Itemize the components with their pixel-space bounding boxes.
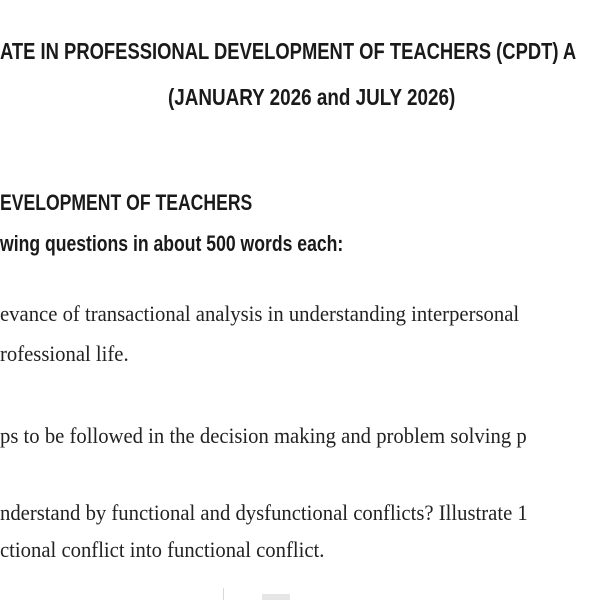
section-heading: EVELOPMENT OF TEACHERS (0, 190, 253, 215)
section-instructions: wing questions in about 500 words each: (0, 231, 344, 256)
question-line: nderstand by functional and dysfunctional conflicts? Illustrate 1 (0, 500, 528, 525)
question-line: evance of transactional analysis in understanding interpersonal (0, 301, 520, 326)
question-line: ctional conflict into functional conflict. (0, 537, 325, 562)
document-title: ATE IN PROFESSIONAL DEVELOPMENT OF TEACHERS (CPDT) A (0, 38, 577, 64)
page-artifact (223, 588, 224, 600)
exam-session: (JANUARY 2026 and JULY 2026) (168, 84, 456, 110)
question-line: rofessional life. (0, 341, 129, 366)
question-line: ps to be followed in the decision making and problem solving p (0, 423, 527, 448)
page-artifact (262, 594, 290, 600)
